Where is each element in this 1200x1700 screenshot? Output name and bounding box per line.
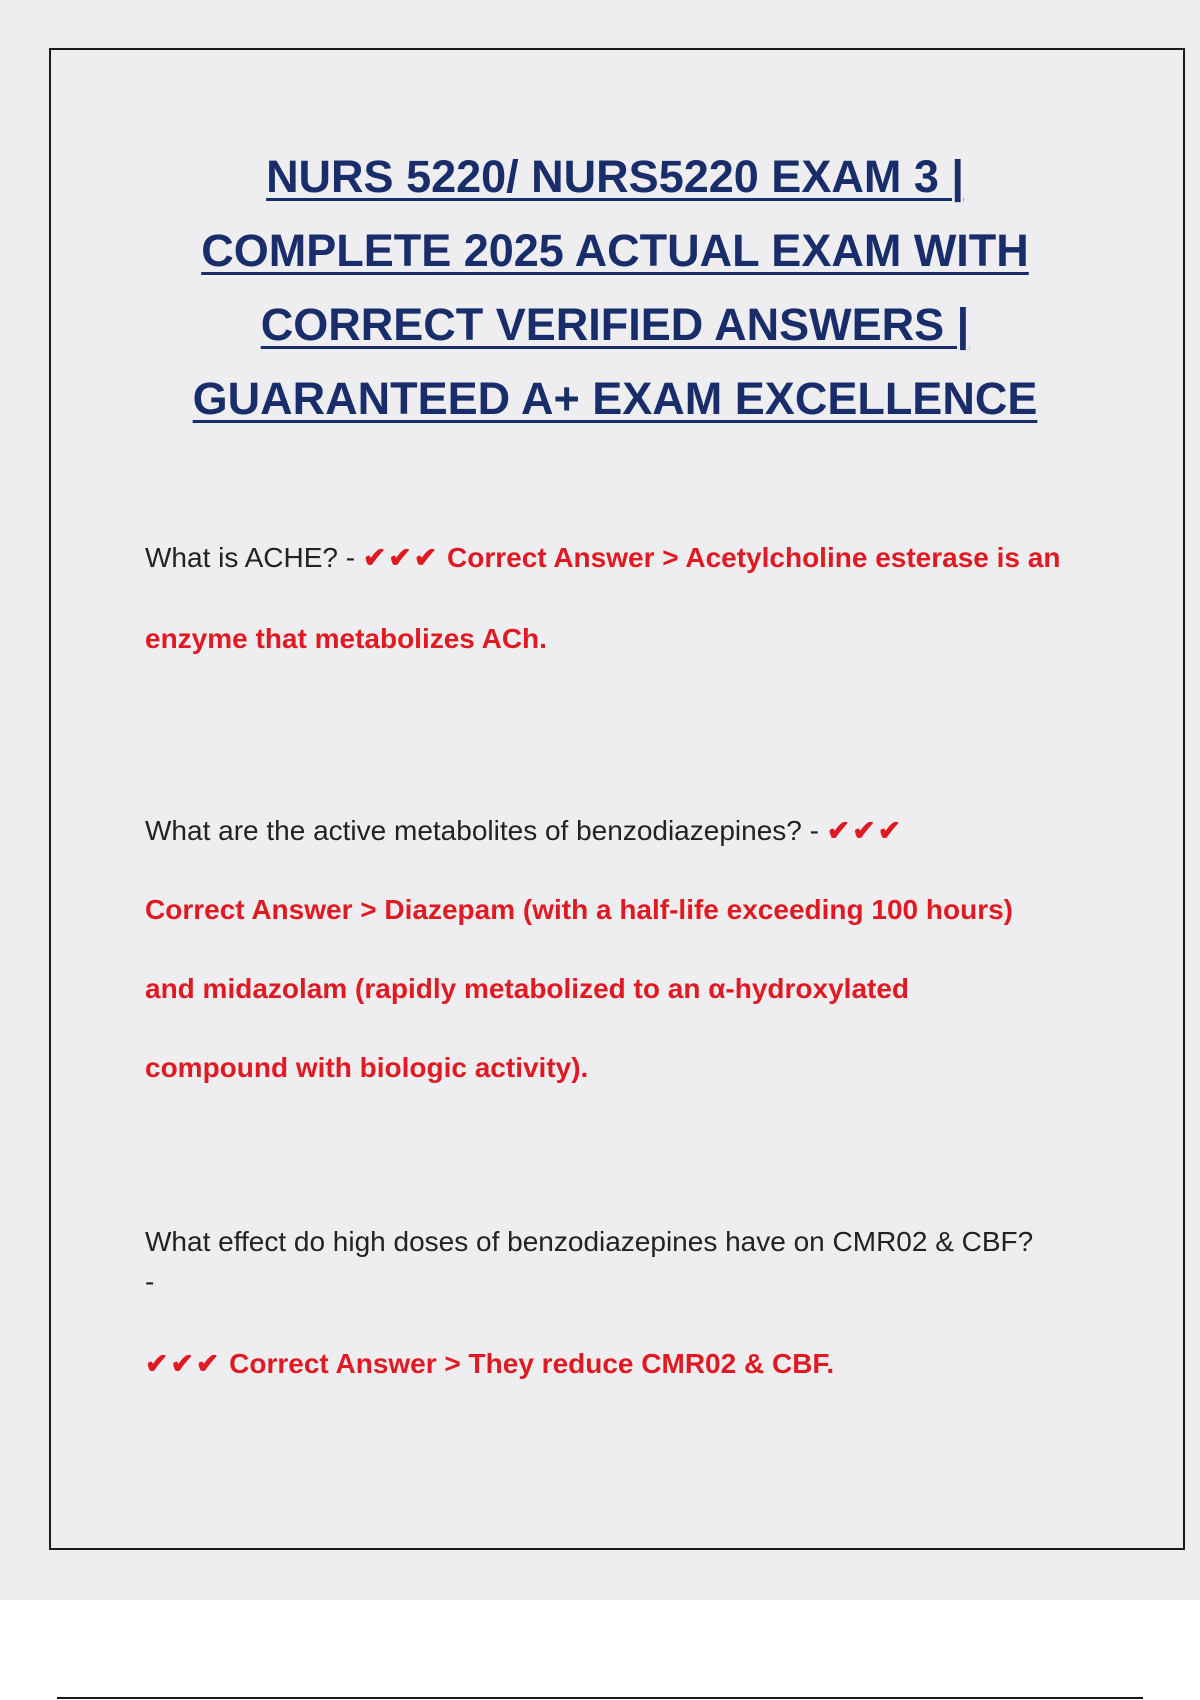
answer-3-line-1: Correct Answer > They reduce CMR02 & CBF. [221, 1348, 835, 1379]
qa-3-answer-line [145, 1344, 1105, 1384]
title-line-1: NURS 5220/ NURS5220 EXAM 3 | [266, 151, 964, 202]
qa-item-2 [145, 791, 1105, 1107]
answer-1-line-2: enzyme that metabolizes ACh. [145, 623, 547, 654]
checkmark-icon: ✔✔✔ [362, 542, 440, 573]
answer-2-line-3: compound with biologic activity). [145, 1052, 589, 1083]
question-2-text: What are the active metabolites of benzodiazepines? - [145, 815, 827, 846]
title-line-3: CORRECT VERIFIED ANSWERS | [260, 299, 970, 350]
footer-divider [57, 1697, 1143, 1699]
question-3-dash: - [145, 1266, 155, 1297]
question-3-text: What effect do high doses of benzodiazepines have on CMR02 & CBF? [145, 1226, 1034, 1257]
document-title [120, 140, 1110, 436]
answer-2-line-2: and midazolam (rapidly metabolized to an α-hydroxylated [145, 973, 910, 1004]
title-line-4: GUARANTEED A+ EXAM EXCELLENCE [192, 373, 1038, 424]
qa-1-line-1 [145, 517, 1105, 598]
qa-item-1 [145, 517, 1105, 679]
qa-2-line-1 [145, 791, 1105, 870]
qa-item-3 [145, 1222, 1105, 1384]
answer-2-line-1: Correct Answer > Diazepam (with a half-life exceeding 100 hours) [145, 894, 1013, 925]
answer-1-line-1: Correct Answer > Acetylcholine esterase is an [439, 542, 1061, 573]
question-1-text: What is ACHE? - [145, 542, 363, 573]
title-line-2: COMPLETE 2025 ACTUAL EXAM WITH [201, 225, 1029, 276]
checkmark-icon: ✔✔✔ [145, 1348, 222, 1379]
checkmark-icon: ✔✔✔ [826, 815, 904, 846]
